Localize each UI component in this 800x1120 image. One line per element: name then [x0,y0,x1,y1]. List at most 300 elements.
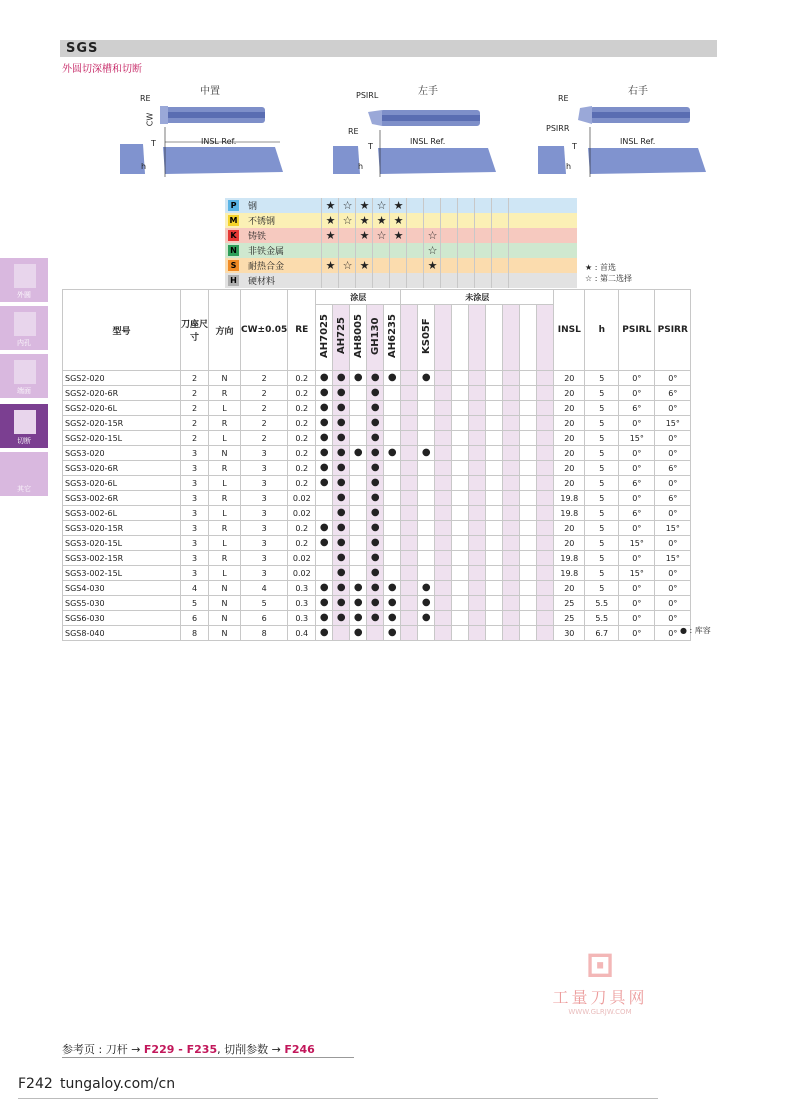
material-grade-rating [474,258,492,273]
cell-psirl: 0° [619,596,655,611]
cell-stock [401,611,418,626]
cell-model: SGS6-030 [63,611,181,626]
cell-stock [384,386,401,401]
material-grade-rating: ★ [355,228,373,243]
cell-stock: ● [316,401,333,416]
dim-h: h [566,162,572,171]
cell-stock [435,536,452,551]
material-grade-rating [440,273,458,288]
material-grade-rating [457,258,475,273]
cell-h: 5 [585,536,619,551]
cell-stock: ● [333,611,350,626]
cell-psirr: 15° [655,416,691,431]
grade-name: AH6235 [386,314,398,358]
dim-psirr: PSIRR [546,124,570,133]
grade-column-header [520,305,537,371]
cell-stock: ● [333,401,350,416]
material-name: 钢 [248,202,258,212]
side-tab-0[interactable] [0,258,48,302]
cell-stock [316,551,333,566]
cell-cw: 6 [241,611,288,626]
cell-stock [452,626,469,641]
cell-stock [469,416,486,431]
cell-insl: 19.8 [554,491,585,506]
material-grade-rating: ☆ [372,228,390,243]
cell-stock [503,491,520,506]
material-code: K [228,230,239,241]
cell-stock [503,401,520,416]
col-header-size: 刀座尺寸 [181,290,209,371]
cell-stock [537,446,554,461]
cell-stock [435,446,452,461]
insert-drawing [528,82,708,187]
table-row [63,386,691,401]
material-grade-rating [372,258,390,273]
cell-direction: R [209,416,241,431]
cell-cw: 3 [241,446,288,461]
cell-stock [401,401,418,416]
cell-size: 3 [181,521,209,536]
material-grade-rating [372,273,390,288]
cell-stock [469,371,486,386]
cell-direction: L [209,536,241,551]
grade-column-header [469,305,486,371]
cell-stock: ● [333,521,350,536]
tool-icon [14,312,36,336]
cell-stock: ● [367,506,384,521]
cell-stock [401,566,418,581]
material-grade-rating [321,273,339,288]
material-grade-rating [474,243,492,258]
cell-stock [401,371,418,386]
cell-model: SGS8-040 [63,626,181,641]
cell-stock [435,431,452,446]
cell-stock [537,371,554,386]
cell-stock [401,446,418,461]
cell-size: 3 [181,506,209,521]
cell-psirl: 6° [619,506,655,521]
cell-stock [418,416,435,431]
cell-size: 2 [181,416,209,431]
cell-stock [435,506,452,521]
grade-column-header [333,305,350,371]
cell-stock [418,506,435,521]
cell-psirr: 0° [655,446,691,461]
grade-name: AH725 [335,317,347,355]
cell-h: 5 [585,581,619,596]
cell-model: SGS3-020-15R [63,521,181,536]
dim-insl: INSL Ref. [410,137,446,146]
cell-re: 0.02 [288,491,316,506]
cell-insl: 20 [554,461,585,476]
material-row [225,198,577,213]
cell-stock [350,521,367,536]
cell-stock [452,386,469,401]
cell-stock [486,431,503,446]
material-grade-rating [508,228,526,243]
cell-h: 5 [585,386,619,401]
grade-column-header [367,305,384,371]
side-tab-label: 切断 [17,437,31,445]
side-tab-2[interactable] [0,354,48,398]
cell-psirr: 0° [655,371,691,386]
material-grade-rating: ★ [423,258,441,273]
cell-stock [486,581,503,596]
cell-stock: ● [316,446,333,461]
grade-column-header [401,305,418,371]
cell-size: 8 [181,626,209,641]
cell-stock [401,551,418,566]
material-grade-rating [457,213,475,228]
page-title: SGS [66,41,99,56]
cell-stock [350,401,367,416]
cell-stock [384,416,401,431]
cell-model: SGS3-020-15L [63,536,181,551]
cell-insl: 25 [554,611,585,626]
table-row [63,476,691,491]
cell-h: 6.7 [585,626,619,641]
dim-psirl: PSIRL [356,91,379,100]
cell-stock [435,386,452,401]
cell-stock: ● [316,476,333,491]
page-subtitle: 外圆切深槽和切断 [62,64,142,75]
cell-psirr: 0° [655,506,691,521]
cell-re: 0.02 [288,566,316,581]
material-grade-rating [338,243,356,258]
cell-size: 4 [181,581,209,596]
material-name: 耐热合金 [248,262,285,272]
cell-psirr: 6° [655,386,691,401]
cell-stock [401,491,418,506]
cell-stock [384,401,401,416]
table-row [63,596,691,611]
material-grade-rating [423,198,441,213]
cell-stock: ● [367,551,384,566]
cell-psirl: 0° [619,386,655,401]
cell-stock [469,566,486,581]
side-tab-1[interactable] [0,306,48,350]
table-row [63,401,691,416]
cell-psirr: 0° [655,401,691,416]
cell-stock [503,581,520,596]
cell-stock: ● [333,371,350,386]
cell-psirl: 15° [619,566,655,581]
cell-stock [486,416,503,431]
cell-stock [418,626,435,641]
material-code: H [228,275,239,286]
cell-stock [520,551,537,566]
site-url[interactable]: tungaloy.com/cn [60,1076,176,1092]
cell-psirl: 6° [619,476,655,491]
cell-stock [520,431,537,446]
cell-stock: ● [367,476,384,491]
material-grade-rating: ★ [321,228,339,243]
cell-stock [401,506,418,521]
cell-psirl: 0° [619,491,655,506]
cell-stock [435,416,452,431]
cell-stock [486,626,503,641]
link-cutting-params[interactable]: F246 [284,1043,315,1056]
cell-h: 5 [585,461,619,476]
cell-size: 5 [181,596,209,611]
cell-stock [503,566,520,581]
col-header-cw: CW±0.05 [241,290,288,371]
dim-t: T [572,142,577,151]
cell-cw: 3 [241,521,288,536]
cell-h: 5 [585,476,619,491]
material-name: 铸铁 [248,232,267,242]
cell-insl: 20 [554,476,585,491]
cell-stock [537,386,554,401]
cell-stock [350,566,367,581]
cell-stock [418,521,435,536]
cell-model: SGS3-020-6R [63,461,181,476]
cell-stock: ● [333,551,350,566]
cell-psirl: 0° [619,611,655,626]
cell-psirr: 6° [655,461,691,476]
footer-divider [62,1057,354,1058]
dim-insl: INSL Ref. [201,137,237,146]
cell-insl: 20 [554,416,585,431]
material-grade-rating [406,198,424,213]
material-grade-rating [406,243,424,258]
cell-size: 2 [181,431,209,446]
cell-stock [469,521,486,536]
cell-stock: ● [316,581,333,596]
cell-stock [503,476,520,491]
material-grade-rating: ☆ [338,213,356,228]
cell-stock: ● [350,596,367,611]
cell-stock [401,521,418,536]
cell-cw: 3 [241,551,288,566]
cell-stock: ● [418,581,435,596]
diagram-right-hand [528,82,708,187]
diagram-label: 左手 [418,86,438,97]
material-row [225,273,577,288]
cell-stock [452,401,469,416]
cell-stock: ● [384,611,401,626]
legend-second-choice: ☆ : 第二选择 [585,274,632,283]
cell-stock [435,476,452,491]
table-row [63,536,691,551]
material-grade-rating [423,213,441,228]
cell-re: 0.2 [288,386,316,401]
material-grade-rating: ★ [355,198,373,213]
cell-cw: 3 [241,476,288,491]
cell-psirl: 0° [619,626,655,641]
cell-re: 0.02 [288,506,316,521]
table-row [63,461,691,476]
cell-direction: N [209,446,241,461]
cell-stock [452,416,469,431]
cell-stock: ● [367,416,384,431]
cell-stock [418,461,435,476]
cell-stock [333,626,350,641]
dim-t: T [151,139,156,148]
cell-stock [520,386,537,401]
grade-column-header [418,305,435,371]
cell-stock [520,611,537,626]
col-header-uncoated: 未涂层 [401,290,554,305]
cell-stock: ● [316,596,333,611]
cell-stock [316,491,333,506]
grade-name: AH8005 [352,314,364,358]
cell-stock [418,401,435,416]
cell-stock [469,476,486,491]
material-grade-rating [474,273,492,288]
cell-stock [469,551,486,566]
material-grade-rating [491,243,509,258]
cell-stock: ● [384,371,401,386]
material-grade-rating [440,213,458,228]
grade-column-header [316,305,333,371]
material-grade-rating [508,273,526,288]
cell-psirr: 15° [655,551,691,566]
material-name: 硬材料 [248,277,276,287]
cell-stock [520,506,537,521]
material-grade-rating: ★ [389,228,407,243]
cell-stock: ● [350,581,367,596]
cell-stock: ● [316,536,333,551]
cell-re: 0.3 [288,611,316,626]
cell-stock: ● [316,461,333,476]
cell-stock [486,446,503,461]
side-tab-3[interactable] [0,404,48,448]
cell-insl: 19.8 [554,551,585,566]
cell-stock [486,566,503,581]
cell-stock: ● [367,521,384,536]
cell-stock [452,371,469,386]
cell-psirl: 15° [619,536,655,551]
cell-re: 0.2 [288,401,316,416]
cell-model: SGS2-020-15L [63,431,181,446]
material-row [225,228,577,243]
cell-stock: ● [367,386,384,401]
cell-psirr: 0° [655,581,691,596]
cell-stock: ● [333,446,350,461]
cell-re: 0.2 [288,476,316,491]
cell-stock [350,416,367,431]
cell-model: SGS5-030 [63,596,181,611]
diagram-center [105,82,285,187]
cell-model: SGS3-020-6L [63,476,181,491]
cell-stock [350,536,367,551]
cell-size: 3 [181,551,209,566]
cell-stock [503,626,520,641]
cell-psirl: 0° [619,551,655,566]
cell-stock [537,626,554,641]
cell-stock [520,596,537,611]
cell-stock [486,401,503,416]
cell-stock [503,551,520,566]
cell-stock: ● [350,611,367,626]
cell-stock [350,386,367,401]
material-name: 非铁金属 [248,247,285,257]
cell-direction: N [209,596,241,611]
side-tab-4[interactable] [0,452,48,496]
cell-psirr: 6° [655,491,691,506]
tool-icon [14,360,36,384]
table-row [63,506,691,521]
col-header-psirr: PSIRR [655,290,691,371]
footer-reference [62,1041,315,1057]
cell-stock [537,611,554,626]
cell-stock: ● [418,446,435,461]
cell-direction: N [209,611,241,626]
cell-stock [469,386,486,401]
cell-stock [435,491,452,506]
tool-icon [14,264,36,288]
cell-stock [452,611,469,626]
cell-stock [503,536,520,551]
cell-h: 5.5 [585,611,619,626]
material-grade-rating: ☆ [423,228,441,243]
side-tab-label: 外圆 [17,291,31,299]
material-grade-rating [457,228,475,243]
material-grade-rating [474,228,492,243]
cell-stock [418,551,435,566]
cell-stock [367,626,384,641]
cell-insl: 20 [554,446,585,461]
cell-stock [384,506,401,521]
material-grade-rating [508,258,526,273]
cell-stock: ● [367,446,384,461]
cell-direction: N [209,581,241,596]
cell-cw: 3 [241,491,288,506]
grade-column-header [503,305,520,371]
table-row [63,581,691,596]
cell-re: 0.2 [288,416,316,431]
dim-h: h [358,162,364,171]
cell-stock: ● [367,566,384,581]
cell-stock: ● [350,371,367,386]
cell-direction: R [209,491,241,506]
cell-stock [452,506,469,521]
table-row [63,416,691,431]
dim-insl: INSL Ref. [620,137,656,146]
grade-column-header [435,305,452,371]
link-holder-pages[interactable]: F229 - F235 [143,1043,218,1056]
cell-h: 5 [585,371,619,386]
cell-stock [503,431,520,446]
cell-psirr: 15° [655,521,691,536]
cell-stock [520,371,537,386]
cell-stock [401,536,418,551]
cell-stock [469,536,486,551]
cell-re: 0.2 [288,521,316,536]
cell-stock [520,581,537,596]
cell-model: SGS2-020-6R [63,386,181,401]
cell-stock [469,401,486,416]
cell-h: 5.5 [585,596,619,611]
side-tab-label: 其它 [17,485,31,493]
material-grade-rating [457,273,475,288]
cell-stock [486,491,503,506]
cell-insl: 20 [554,401,585,416]
material-grade-rating [508,213,526,228]
cell-re: 0.02 [288,551,316,566]
cell-stock [435,596,452,611]
cell-h: 5 [585,491,619,506]
cell-stock: ● [316,431,333,446]
grade-column-header [537,305,554,371]
cell-direction: L [209,401,241,416]
dim-re: RE [348,127,359,136]
cell-stock [350,551,367,566]
cell-stock [520,536,537,551]
cell-stock [401,581,418,596]
material-grade-rating: ☆ [372,198,390,213]
